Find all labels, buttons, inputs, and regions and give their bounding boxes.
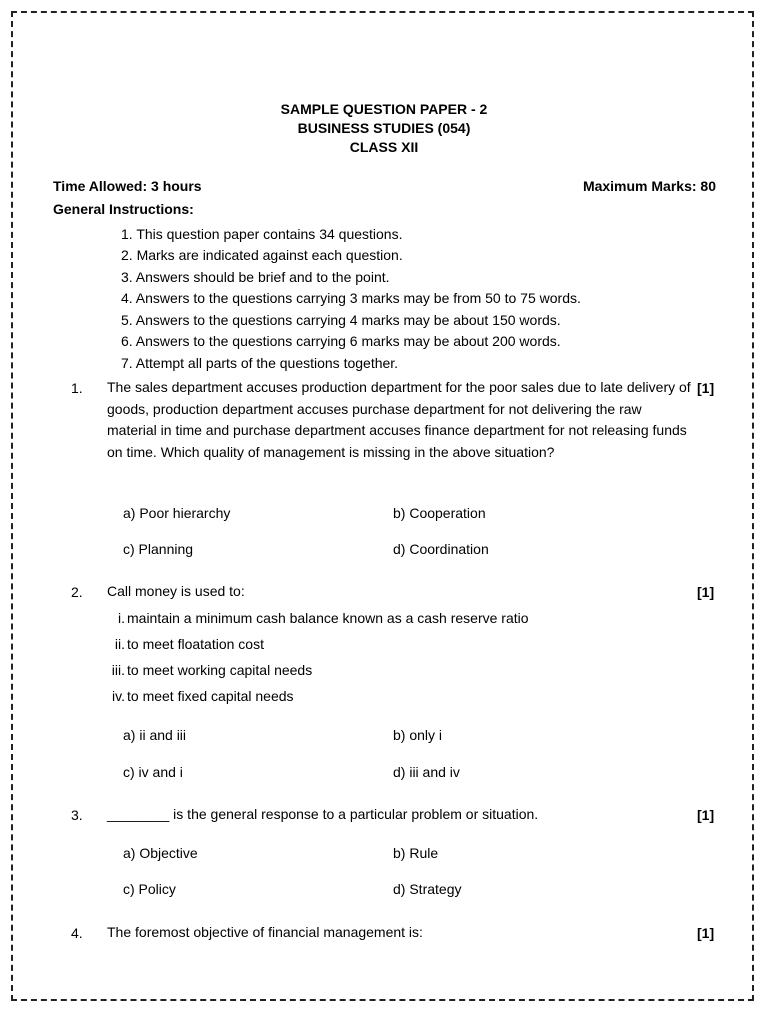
question-marks: [1] xyxy=(697,807,715,823)
instruction-item: 4. Answers to the questions carrying 3 marks may be from 50 to 75 words. xyxy=(121,290,581,306)
question-marks: [1] xyxy=(697,584,715,600)
sub-item-roman: iii. xyxy=(111,662,125,678)
instruction-item: 2. Marks are indicated against each question. xyxy=(121,247,403,263)
question-number: 1. xyxy=(71,380,83,396)
class-title: CLASS XII xyxy=(349,139,419,155)
question-text: Call money is used to: xyxy=(107,583,245,599)
option-a: a) Objective xyxy=(123,845,198,861)
question-number: 4. xyxy=(71,925,83,941)
question-text: ________ is the general response to a particular problem or situation. xyxy=(107,806,539,822)
sub-item xyxy=(107,636,607,652)
question-text: The foremost objective of financial management is: xyxy=(107,924,423,940)
instruction-item: 6. Answers to the questions carrying 6 marks may be about 200 words. xyxy=(121,333,561,349)
question-marks: [1] xyxy=(697,925,715,941)
option-c: c) iv and i xyxy=(123,764,183,780)
question-number: 3. xyxy=(71,807,83,823)
instruction-item: 3. Answers should be brief and to the point. xyxy=(121,269,390,285)
sub-item-text: to meet floatation cost xyxy=(127,636,264,652)
option-c: c) Policy xyxy=(123,881,176,897)
option-b: b) Rule xyxy=(393,845,439,861)
sub-item-text: maintain a minimum cash balance known as a cash reserve ratio xyxy=(127,610,529,626)
sub-item-text: to meet fixed capital needs xyxy=(127,688,294,704)
maximum-marks: Maximum Marks: 80 xyxy=(582,178,716,194)
time-allowed: Time Allowed: 3 hours xyxy=(53,178,202,194)
option-d: d) Strategy xyxy=(393,881,462,897)
option-c: c) Planning xyxy=(123,541,194,557)
sub-item-roman: iv. xyxy=(112,688,125,704)
instruction-item: 1. This question paper contains 34 questions. xyxy=(121,226,403,242)
paper-title: SAMPLE QUESTION PAPER - 2 xyxy=(280,101,488,117)
option-d: d) Coordination xyxy=(393,541,489,557)
instruction-item: 5. Answers to the questions carrying 4 marks may be about 150 words. xyxy=(121,312,561,328)
question-number: 2. xyxy=(71,584,83,600)
option-b: b) Cooperation xyxy=(393,505,486,521)
sub-item xyxy=(107,610,607,626)
option-a: a) ii and iii xyxy=(123,727,187,743)
sub-item xyxy=(107,688,607,704)
question-text: The sales department accuses production department for the poor sales due to late delivery of goods, production department accuses purchase department for not delivering the raw material in time and purchase department accuses finance department for not releasing funds on time. Which quality of management is missing in the above situation? xyxy=(107,379,691,460)
sub-item xyxy=(107,662,607,678)
instruction-item: 7. Attempt all parts of the questions together. xyxy=(121,355,399,371)
option-a: a) Poor hierarchy xyxy=(123,505,231,521)
sub-item-roman: i. xyxy=(118,610,125,626)
sub-item-roman: ii. xyxy=(114,636,125,652)
option-d: d) iii and iv xyxy=(393,764,460,780)
question-marks: [1] xyxy=(697,380,715,396)
sub-item-text: to meet working capital needs xyxy=(127,662,313,678)
option-b: b) only i xyxy=(393,727,443,743)
instructions-title: General Instructions: xyxy=(53,201,194,217)
subject-title: BUSINESS STUDIES (054) xyxy=(297,120,471,136)
